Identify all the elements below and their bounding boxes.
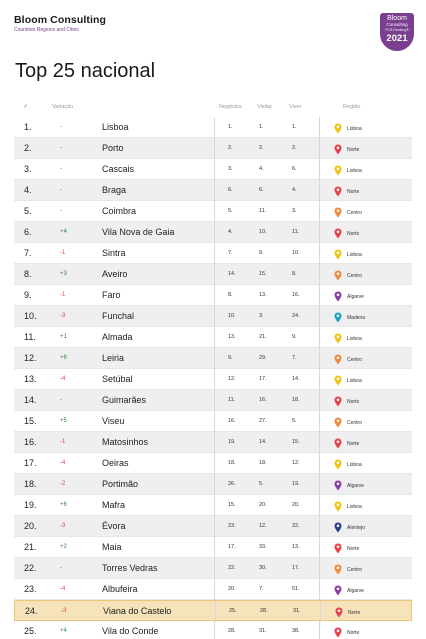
table-row: [14, 306, 412, 327]
rank-cell: 1.: [24, 122, 32, 132]
variation-cell: +2: [60, 544, 67, 550]
region-label: Norte: [347, 399, 360, 405]
rank-cell: 2.: [24, 143, 32, 153]
map-pin-icon: [334, 436, 342, 447]
map-pin-icon: [334, 226, 342, 237]
rank-cell: 7.: [24, 248, 32, 258]
city-name: Portimão: [102, 479, 139, 489]
rank-cell: 13.: [24, 374, 37, 384]
city-name: Maia: [102, 542, 122, 552]
column-divider: [319, 474, 320, 495]
map-pin-icon: [334, 289, 342, 300]
column-divider: [214, 537, 215, 558]
visit-rank: 15.: [259, 271, 267, 277]
page-title: Top 25 nacional: [15, 60, 156, 82]
column-divider: [214, 579, 215, 600]
column-divider: [319, 558, 320, 579]
rank-cell: 14.: [24, 395, 37, 405]
region-label: Norte: [347, 630, 360, 636]
table-row: [14, 180, 412, 201]
column-divider: [214, 432, 215, 453]
live-rank: 15.: [292, 439, 300, 445]
city-name: Leiria: [102, 353, 125, 363]
city-name: Albufeira: [102, 584, 138, 594]
variation-cell: -1: [60, 292, 66, 298]
rank-cell: 6.: [24, 227, 32, 237]
table-row: [14, 453, 412, 474]
column-divider: [319, 117, 320, 138]
visit-rank: 16.: [259, 397, 267, 403]
variation-cell: -3: [60, 523, 66, 529]
column-divider: [214, 411, 215, 432]
city-name: Mafra: [102, 500, 126, 510]
column-divider: [214, 264, 215, 285]
column-divider: [319, 264, 320, 285]
region-label: Lisboa: [347, 504, 362, 510]
header-rank: #: [24, 104, 28, 110]
visit-rank: 4.: [259, 166, 264, 172]
region-label: Norte: [348, 610, 361, 616]
visit-rank: 18.: [259, 460, 267, 466]
header-visit: Visitar: [257, 104, 273, 110]
table-row: [14, 138, 412, 159]
map-pin-icon: [334, 163, 342, 174]
live-rank: 24.: [292, 313, 300, 319]
region-label: Lisboa: [347, 252, 362, 258]
region-label: Centro: [347, 273, 363, 279]
map-pin-icon: [334, 184, 342, 195]
region-label: Centro: [347, 567, 363, 573]
live-rank: 1.: [292, 124, 297, 130]
rank-cell: 11.: [24, 332, 36, 342]
rank-cell: 25.: [24, 626, 37, 636]
business-rank: 25.: [229, 608, 237, 614]
badge-line1: Bloom: [387, 15, 407, 22]
city-name: Almada: [102, 332, 133, 342]
variation-cell: -: [60, 187, 62, 193]
variation-cell: -4: [60, 586, 66, 592]
column-divider: [319, 201, 320, 222]
map-pin-icon: [334, 373, 342, 384]
column-divider: [214, 201, 215, 222]
variation-cell: -: [60, 397, 62, 403]
variation-cell: -3: [60, 313, 66, 319]
column-divider: [319, 327, 320, 348]
region-label: Norte: [347, 231, 360, 237]
visit-rank: 30.: [259, 565, 267, 571]
variation-cell: -3: [61, 608, 67, 614]
business-rank: 23.: [228, 523, 236, 529]
variation-cell: +6: [60, 355, 67, 361]
column-divider: [214, 516, 215, 537]
visit-rank: 31.: [259, 628, 267, 634]
header-region: Região: [343, 104, 361, 110]
variation-cell: -2: [60, 481, 66, 487]
visit-rank: 2.: [259, 145, 264, 151]
column-divider: [214, 495, 215, 516]
column-divider: [214, 621, 215, 639]
visit-rank: 27.: [259, 418, 267, 424]
visit-rank: 1.: [259, 124, 264, 130]
badge-line3: PCB Ranking®: [385, 28, 409, 32]
region-label: Lisboa: [347, 462, 362, 468]
region-label: Lisboa: [347, 378, 362, 384]
brand-subtitle: Countries Regions and Cities: [14, 27, 79, 33]
table-row: [14, 558, 412, 579]
live-rank: 51.: [292, 586, 300, 592]
table-row: [14, 348, 412, 369]
visit-rank: 5.: [259, 481, 264, 487]
business-rank: 3.: [228, 166, 233, 172]
region-label: Algarve: [347, 483, 364, 489]
table-row: [14, 264, 412, 285]
map-pin-icon: [335, 605, 343, 616]
column-divider: [214, 180, 215, 201]
variation-cell: +1: [60, 334, 67, 340]
map-pin-icon: [334, 520, 342, 531]
city-name: Guimarães: [102, 395, 147, 405]
map-pin-icon: [334, 457, 342, 468]
column-divider: [214, 285, 215, 306]
business-rank: 10.: [228, 313, 236, 319]
column-divider: [214, 390, 215, 411]
live-rank: 4.: [292, 187, 297, 193]
rank-cell: 18.: [24, 479, 37, 489]
variation-cell: -: [60, 124, 62, 130]
city-name: Faro: [102, 290, 121, 300]
region-label: Norte: [347, 546, 360, 552]
column-divider: [214, 138, 215, 159]
variation-cell: -: [60, 208, 62, 214]
table-row: [14, 243, 412, 264]
visit-rank: 28.: [260, 608, 268, 614]
variation-cell: -4: [60, 376, 66, 382]
badge-line2: Consulting: [386, 22, 408, 27]
visit-rank: 6.: [259, 187, 264, 193]
table-row: [14, 327, 412, 348]
map-pin-icon: [334, 394, 342, 405]
variation-cell: +5: [60, 418, 67, 424]
visit-rank: 10.: [259, 229, 267, 235]
table-row: [14, 432, 412, 453]
live-rank: 10.: [292, 250, 300, 256]
region-label: Algarve: [347, 588, 364, 594]
map-pin-icon: [334, 121, 342, 132]
map-pin-icon: [334, 142, 342, 153]
rank-cell: 20.: [24, 521, 37, 531]
visit-rank: 3.: [259, 313, 264, 319]
map-pin-icon: [334, 415, 342, 426]
business-rank: 7.: [228, 250, 233, 256]
region-label: Lisboa: [347, 336, 362, 342]
business-rank: 1.: [228, 124, 233, 130]
rank-cell: 4.: [24, 185, 32, 195]
business-rank: 22.: [228, 565, 236, 571]
column-divider: [319, 369, 320, 390]
rank-cell: 12.: [24, 353, 37, 363]
brand-logo: [14, 14, 106, 33]
ranking-table: [14, 117, 412, 639]
column-divider: [319, 453, 320, 474]
variation-cell: +6: [60, 502, 67, 508]
rank-cell: 8.: [24, 269, 32, 279]
business-rank: 12.: [228, 376, 236, 382]
map-pin-icon: [334, 625, 342, 636]
column-divider: [319, 243, 320, 264]
column-divider: [214, 474, 215, 495]
live-rank: 18.: [292, 397, 300, 403]
visit-rank: 20.: [259, 502, 267, 508]
rank-cell: 5.: [24, 206, 32, 216]
live-rank: 6.: [292, 166, 297, 172]
live-rank: 20.: [292, 502, 300, 508]
table-row: [14, 201, 412, 222]
map-pin-icon: [334, 352, 342, 363]
map-pin-icon: [334, 541, 342, 552]
column-divider: [214, 159, 215, 180]
live-rank: 8.: [292, 271, 297, 277]
table-row: [14, 411, 412, 432]
live-rank: 2.: [292, 145, 297, 151]
region-label: Norte: [347, 189, 360, 195]
column-divider: [319, 579, 320, 600]
table-row: [14, 600, 412, 621]
column-divider: [214, 348, 215, 369]
column-divider: [214, 306, 215, 327]
city-name: Matosinhos: [102, 437, 149, 447]
map-pin-icon: [334, 310, 342, 321]
business-rank: 4.: [228, 229, 233, 235]
live-rank: 31.: [293, 608, 301, 614]
region-label: Norte: [347, 441, 360, 447]
city-name: Sintra: [102, 248, 126, 258]
business-rank: 17.: [228, 544, 236, 550]
visit-rank: 12.: [259, 523, 267, 529]
visit-rank: 11.: [259, 208, 267, 214]
live-rank: 14.: [292, 376, 300, 382]
map-pin-icon: [334, 478, 342, 489]
column-divider: [214, 558, 215, 579]
table-row: [14, 285, 412, 306]
column-divider: [319, 285, 320, 306]
column-divider: [319, 621, 320, 639]
visit-rank: 21.: [259, 334, 267, 340]
rank-cell: 17.: [24, 458, 37, 468]
column-divider: [320, 601, 321, 622]
city-name: Funchal: [102, 311, 135, 321]
live-rank: 7.: [292, 355, 297, 361]
table-row: [14, 117, 412, 138]
visit-rank: 13.: [259, 292, 267, 298]
city-name: Viseu: [102, 416, 125, 426]
variation-cell: -4: [60, 460, 66, 466]
column-divider: [319, 159, 320, 180]
column-divider: [214, 243, 215, 264]
rank-cell: 24.: [25, 606, 38, 616]
variation-cell: -1: [60, 250, 66, 256]
business-rank: 13.: [228, 334, 236, 340]
city-name: Lisboa: [102, 122, 129, 132]
column-divider: [319, 348, 320, 369]
city-name: Setúbal: [102, 374, 133, 384]
region-label: Centro: [347, 420, 363, 426]
business-rank: 15.: [228, 502, 236, 508]
column-divider: [214, 222, 215, 243]
header-business: Negócios: [219, 104, 242, 110]
business-rank: 16.: [228, 418, 236, 424]
business-rank: 28.: [228, 628, 236, 634]
city-name: Évora: [102, 521, 126, 531]
rank-cell: 10.: [24, 311, 37, 321]
region-label: Madeira: [347, 315, 366, 321]
business-rank: 20.: [228, 586, 236, 592]
map-pin-icon: [334, 205, 342, 216]
map-pin-icon: [334, 499, 342, 510]
rank-cell: 9.: [24, 290, 32, 300]
header-live: Viver: [289, 104, 302, 110]
business-rank: 18.: [228, 460, 236, 466]
table-row: [14, 537, 412, 558]
business-rank: 8.: [228, 292, 233, 298]
city-name: Porto: [102, 143, 124, 153]
badge-year: 2021: [386, 33, 408, 44]
region-label: Alentejo: [347, 525, 366, 531]
business-rank: 11.: [228, 397, 236, 403]
rank-cell: 21.: [24, 542, 37, 552]
table-row: [14, 579, 412, 600]
map-pin-icon: [334, 247, 342, 258]
business-rank: 6.: [228, 187, 233, 193]
table-row: [14, 390, 412, 411]
visit-rank: 29.: [259, 355, 267, 361]
live-rank: 12.: [292, 460, 300, 466]
column-divider: [214, 369, 215, 390]
city-name: Vila do Conde: [102, 626, 159, 636]
column-divider: [319, 432, 320, 453]
table-row: [14, 159, 412, 180]
column-divider: [319, 411, 320, 432]
city-name: Braga: [102, 185, 127, 195]
table-row: [14, 495, 412, 516]
brand-title: Bloom Consulting: [14, 14, 107, 26]
live-rank: 17.: [292, 565, 300, 571]
column-divider: [214, 327, 215, 348]
city-name: Vila Nova de Gaia: [102, 227, 175, 237]
region-label: Lisboa: [347, 126, 362, 132]
rank-cell: 19.: [24, 500, 37, 510]
live-rank: 16.: [292, 292, 300, 298]
table-row: [14, 621, 412, 639]
visit-rank: 17.: [259, 376, 267, 382]
live-rank: 19.: [292, 481, 300, 487]
city-name: Coimbra: [102, 206, 137, 216]
column-divider: [319, 180, 320, 201]
map-pin-icon: [334, 562, 342, 573]
column-divider: [214, 453, 215, 474]
visit-rank: 33.: [259, 544, 267, 550]
city-name: Oeiras: [102, 458, 129, 468]
table-row: [14, 222, 412, 243]
column-divider: [214, 117, 215, 138]
business-rank: 2.: [228, 145, 233, 151]
header-variation: Variação: [52, 104, 74, 110]
live-rank: 5.: [292, 418, 297, 424]
live-rank: 22.: [292, 523, 300, 529]
rank-cell: 3.: [24, 164, 32, 174]
business-rank: 5.: [228, 208, 233, 214]
rank-cell: 22.: [24, 563, 37, 573]
variation-cell: -: [60, 565, 62, 571]
visit-rank: 9.: [259, 250, 264, 256]
ranking-badge: [380, 13, 414, 51]
live-rank: 11.: [292, 229, 300, 235]
live-rank: 3.: [292, 208, 297, 214]
map-pin-icon: [334, 268, 342, 279]
business-rank: 26.: [228, 481, 236, 487]
business-rank: 19.: [228, 439, 236, 445]
variation-cell: +4: [60, 229, 67, 235]
rank-cell: 23.: [24, 584, 37, 594]
live-rank: 13.: [292, 544, 300, 550]
variation-cell: -: [60, 166, 62, 172]
table-row: [14, 516, 412, 537]
column-divider: [319, 516, 320, 537]
live-rank: 38.: [292, 628, 300, 634]
column-divider: [215, 601, 216, 622]
business-rank: 9.: [228, 355, 233, 361]
visit-rank: 14.: [259, 439, 267, 445]
region-label: Algarve: [347, 294, 364, 300]
table-row: [14, 474, 412, 495]
column-divider: [319, 306, 320, 327]
city-name: Viana do Castelo: [103, 606, 172, 616]
visit-rank: 7.: [259, 586, 264, 592]
map-pin-icon: [334, 583, 342, 594]
variation-cell: +3: [60, 271, 67, 277]
region-label: Lisboa: [347, 168, 362, 174]
table-header: [0, 104, 426, 116]
table-row: [14, 369, 412, 390]
region-label: Centro: [347, 210, 363, 216]
column-divider: [319, 537, 320, 558]
variation-cell: -1: [60, 439, 66, 445]
region-label: Norte: [347, 147, 360, 153]
rank-cell: 16.: [24, 437, 37, 447]
map-pin-icon: [334, 331, 342, 342]
city-name: Cascais: [102, 164, 135, 174]
region-label: Centro: [347, 357, 363, 363]
live-rank: 9.: [292, 334, 297, 340]
column-divider: [319, 222, 320, 243]
column-divider: [319, 138, 320, 159]
column-divider: [319, 390, 320, 411]
rank-cell: 15.: [24, 416, 37, 426]
business-rank: 14.: [228, 271, 236, 277]
variation-cell: +4: [60, 628, 67, 634]
city-name: Torres Vedras: [102, 563, 158, 573]
column-divider: [319, 495, 320, 516]
variation-cell: -: [60, 145, 62, 151]
city-name: Aveiro: [102, 269, 128, 279]
